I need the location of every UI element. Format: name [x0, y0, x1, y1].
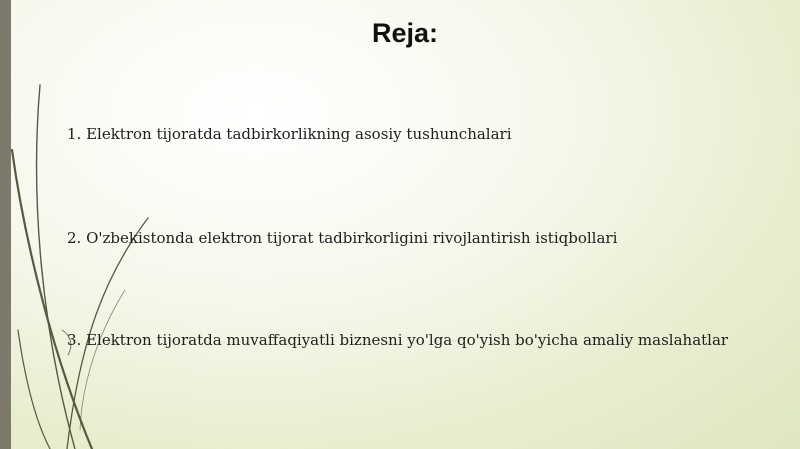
vine-stem-main — [12, 150, 92, 449]
plan-item-3: 3. Elektron tijoratda muvaffaqiyatli biznesni yo'lga qo'yish bo'yicha amaliy maslahatlar — [67, 331, 729, 349]
plan-item-2: 2. O'zbekistonda elektron tijorat tadbirkorligini rivojlantirish istiqbollari — [67, 229, 618, 247]
plan-item-1: 1. Elektron tijoratda tadbirkorlikning asosiy tushunchalari — [67, 125, 512, 143]
slide-title: Reja: — [371, 18, 439, 48]
vine-branch-thin — [80, 290, 125, 430]
left-accent-bar — [0, 0, 11, 449]
vine-stem-left — [18, 330, 50, 449]
